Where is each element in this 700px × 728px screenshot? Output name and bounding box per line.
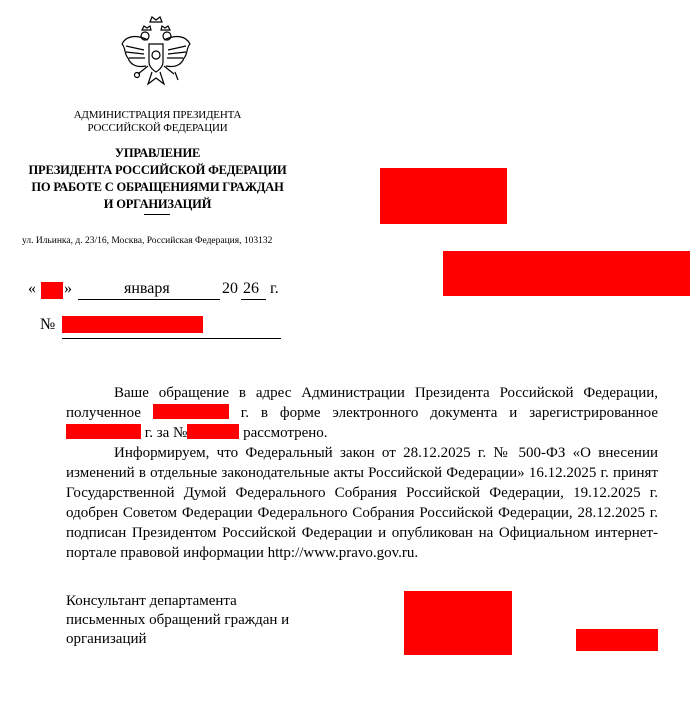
- paragraph-1: [66, 383, 658, 443]
- month-underline: [78, 299, 220, 300]
- dept-line-4: И ОРГАНИЗАЦИЙ: [103, 197, 212, 211]
- redaction-signer-name: [576, 629, 658, 651]
- admin-line-2: РОССИЙСКОЙ ФЕДЕРАЦИИ: [87, 122, 228, 134]
- letter-body: [66, 383, 658, 563]
- date-year-suffix: 26: [243, 280, 259, 297]
- date-month: января: [124, 280, 170, 297]
- paragraph-2: Информируем, что Федеральный закон от 28.12.2025 г. № 500-ФЗ «О внесении изменений в отдельные законодательные акты Российской Федерации» 16.12.2025 г. принят Государственной Думой Федерального Собрания Российской Федерации, 19.12.2025 г. одобрен Советом Федерации Федерального Собрания Российской Федерации, 28.12.2025 г. подписан Президентом Российской Федерации и опубликован на Официальном интернет-портале правовой информации http://www.pravo.gov.ru.: [66, 445, 658, 561]
- redaction-received-date: [153, 404, 229, 419]
- dept-line-1: УПРАВЛЕНИЕ: [114, 146, 201, 160]
- number-underline: [62, 338, 281, 339]
- redaction-doc-number: [62, 316, 203, 333]
- signer-title: [66, 592, 289, 649]
- p1-part-b: г. в форме электронного документа и зарегистрированное: [240, 405, 659, 421]
- redaction-recipient-address: [443, 251, 690, 296]
- redaction-registration-number: [187, 424, 239, 439]
- address: ул. Ильинка, д. 23/16, Москва, Российская Федерация, 103132: [22, 236, 273, 246]
- date-year-prefix: 20: [222, 280, 238, 297]
- state-emblem-icon: [118, 14, 194, 94]
- admin-line-1: АДМИНИСТРАЦИЯ ПРЕЗИДЕНТА: [73, 109, 242, 121]
- redaction-registered-date: [66, 424, 141, 439]
- redaction-day: [41, 282, 63, 299]
- year-underline: [241, 299, 266, 300]
- p1-part-c: г. за №: [144, 425, 188, 441]
- date-open-quote: «: [28, 280, 36, 297]
- redaction-recipient-name: [380, 168, 507, 224]
- redaction-signature: [404, 591, 512, 655]
- department-rule: [144, 214, 170, 215]
- signer-line-1: Консультант департамента: [66, 593, 237, 609]
- date-close-quote: »: [64, 280, 72, 297]
- p1-part-a: Ваше обращение в адрес Администрации Президента Российской Федерации, полученное: [66, 385, 658, 421]
- dept-line-3: ПО РАБОТЕ С ОБРАЩЕНИЯМИ ГРАЖДАН: [31, 180, 284, 194]
- department-title: [20, 145, 295, 213]
- p1-part-d: рассмотрено.: [243, 425, 328, 441]
- number-label: №: [40, 316, 56, 333]
- signer-line-3: организаций: [66, 631, 147, 647]
- date-year-unit: г.: [270, 280, 279, 297]
- administration-title: [40, 109, 275, 135]
- signer-line-2: письменных обращений граждан и: [66, 612, 290, 628]
- dept-line-2: ПРЕЗИДЕНТА РОССИЙСКОЙ ФЕДЕРАЦИИ: [28, 163, 287, 177]
